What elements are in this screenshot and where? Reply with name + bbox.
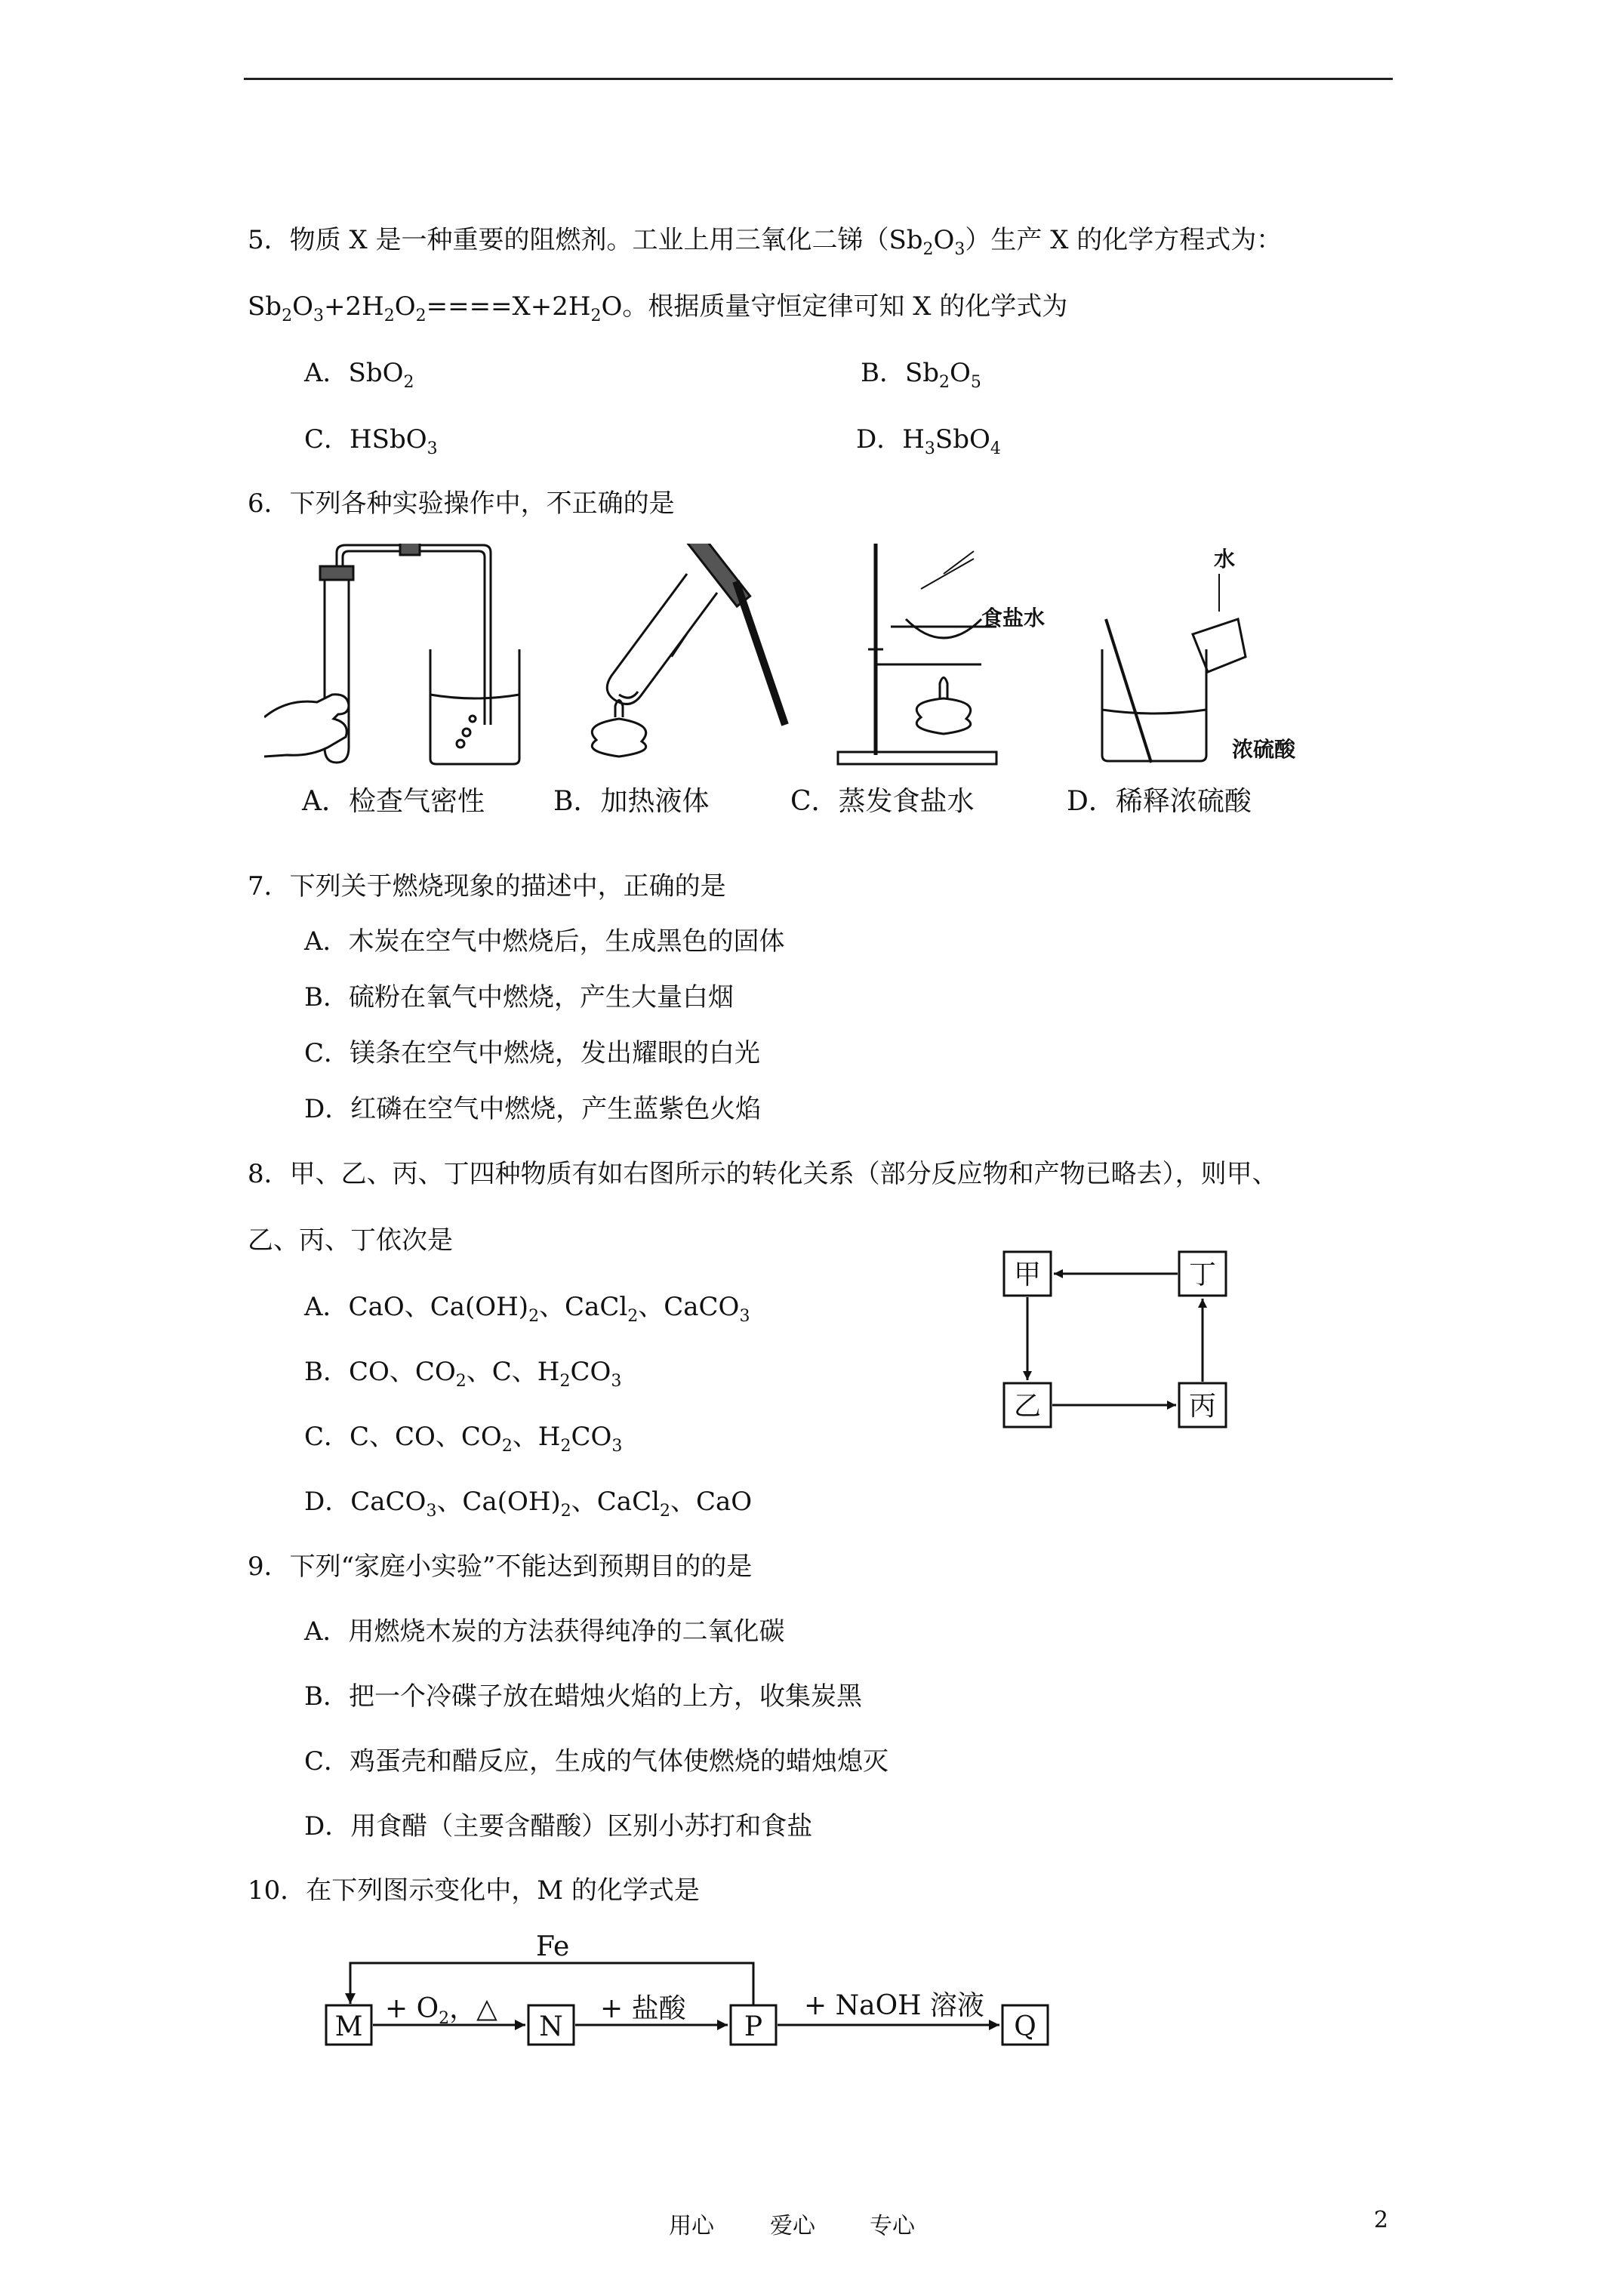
heating-liquid-apparatus — [592, 544, 785, 757]
q5-stem-line2: $Sb_2O_3+2H_2O_2====X+2H_2O$。根据质量守恒定律可知 X 的化学式为 — [248, 291, 1068, 325]
q6-option-c: C．蒸发食盐水 — [790, 786, 975, 817]
box-yi-label: 乙 — [1013, 1391, 1042, 1422]
footer-slogan-1: 用心 — [669, 2213, 714, 2239]
q5-stem-line1: 5．物质 X 是一种重要的阻燃剂。工业上用三氧化二锑$(Sb_2O_3)$生产 X 的化学方程式为： — [248, 225, 1283, 259]
q7-option-b: B．硫粉在氧气中燃烧，产生大量白烟 — [304, 982, 734, 1012]
q9-option-d: D．用食醋（主要含醋酸）区别小苏打和食盐 — [304, 1811, 813, 1841]
q6-option-a: A．检查气密性 — [302, 786, 485, 817]
q7-option-a: A．木炭在空气中燃烧后，生成黑色的固体 — [304, 926, 785, 957]
q7-stem: 7．下列关于燃烧现象的描述中，正确的是 — [248, 871, 726, 901]
q8-option-c: C．C、CO、$CO_2$、$H_2CO_3$ — [304, 1422, 623, 1456]
q5-option-d: D．$H_3SbO_4$ — [856, 424, 1001, 458]
label-saltwater: 食盐水 — [981, 606, 1046, 630]
box-bing-label: 丙 — [1188, 1391, 1217, 1422]
fe-label: Fe — [536, 1933, 570, 1962]
q8-option-b: B．CO、$CO_2$、C、$H_2CO_3$ — [304, 1357, 622, 1391]
label-water: 水 — [1214, 547, 1236, 572]
q8-option-a: A．CaO、$Ca(OH)_2$、CaCl$_2$、CaCO$_3$ — [304, 1292, 750, 1326]
box-jia-label: 甲 — [1013, 1259, 1042, 1290]
q5-option-c: C．HSbO$_3$ — [304, 424, 438, 458]
q10-stem: 10．在下列图示变化中，M 的化学式是 — [248, 1875, 700, 1906]
q9-stem: 9．下列“家庭小实验”不能达到预期目的的是 — [248, 1552, 753, 1582]
arrow2-label: + 盐酸 — [600, 1993, 686, 2024]
header-rule — [244, 78, 1393, 80]
arrow3-label: + NaOH 溶液 — [804, 1990, 984, 2021]
q9-option-a: A．用燃烧木炭的方法获得纯净的二氧化碳 — [304, 1616, 785, 1647]
q6-stem: 6．下列各种实验操作中，不正确的是 — [248, 488, 675, 519]
q5-option-b: B．$Sb_2O_5$ — [861, 358, 981, 392]
box-n-label: N — [539, 2011, 563, 2042]
q6-apparatus-figure — [264, 544, 1321, 770]
box-q-label: Q — [1014, 2011, 1036, 2042]
q8-stem-line2: 乙、丙、丁依次是 — [248, 1225, 453, 1256]
label-acid: 浓硫酸 — [1232, 737, 1296, 762]
q6-option-b: B．加热液体 — [553, 786, 710, 817]
q9-option-c: C．鸡蛋壳和醋反应，生成的气体使燃烧的蜡烛熄灭 — [304, 1746, 889, 1777]
q5-option-a: A．SbO$_2$ — [304, 358, 414, 392]
q9-option-b: B．把一个冷碟子放在蜡烛火焰的上方，收集炭黑 — [304, 1681, 862, 1712]
box-ding-label: 丁 — [1188, 1259, 1217, 1290]
arrow1-label: + $O_2$，△ — [385, 1993, 497, 2028]
q10-flow-diagram — [317, 1933, 1072, 2054]
q7-option-d: D．红磷在空气中燃烧，产生蓝紫色火焰 — [304, 1094, 762, 1124]
q8-option-d: D．CaCO$_3$、$Ca(OH)_2$、CaCl$_2$、CaO — [304, 1487, 753, 1521]
q7-option-c: C．镁条在空气中燃烧，发出耀眼的白光 — [304, 1038, 761, 1068]
evaporation-apparatus — [838, 544, 996, 764]
dilution-apparatus — [1102, 574, 1246, 763]
q8-conversion-diagram — [996, 1246, 1238, 1435]
q6-option-d: D．稀释浓硫酸 — [1067, 786, 1252, 817]
q8-stem-line1: 8．甲、乙、丙、丁四种物质有如右图所示的转化关系（部分反应物和产物已略去），则甲、 — [248, 1159, 1278, 1189]
box-m-label: M — [334, 2011, 363, 2042]
footer-slogan-3: 专心 — [870, 2213, 915, 2239]
airtight-check-apparatus — [264, 544, 519, 764]
page-number: 2 — [1374, 2207, 1389, 2233]
box-p-label: P — [744, 2011, 763, 2042]
footer-slogan-2: 爱心 — [770, 2213, 815, 2239]
